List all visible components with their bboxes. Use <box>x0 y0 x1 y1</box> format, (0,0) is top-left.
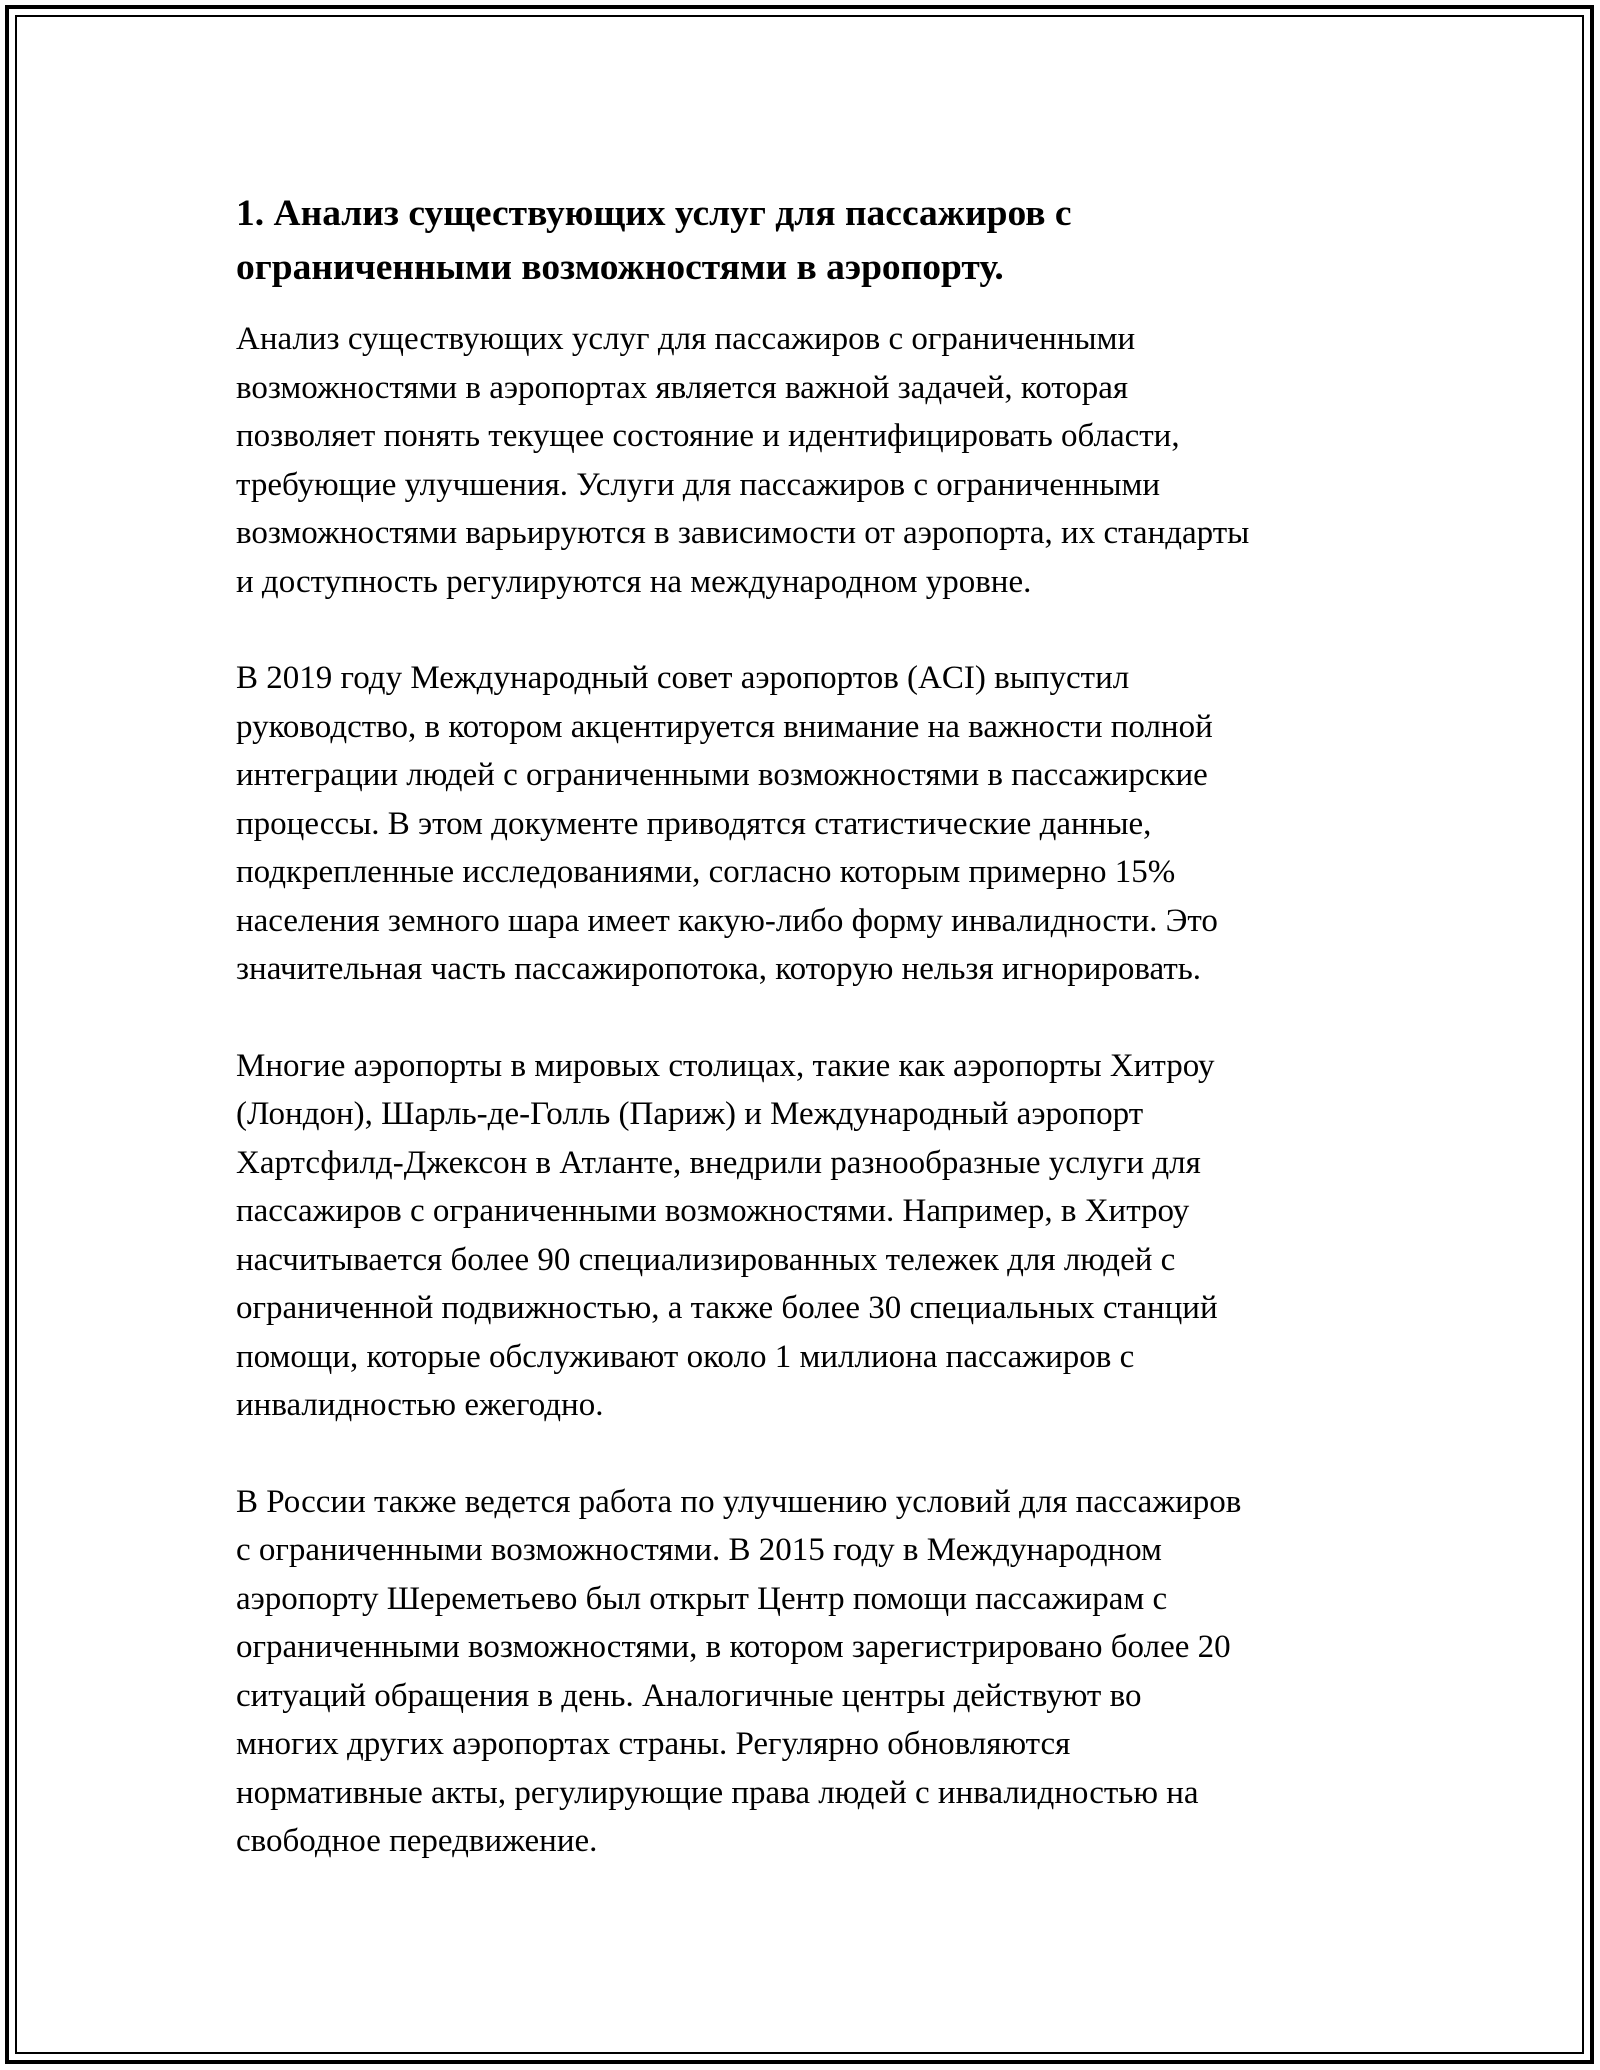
paragraph-russia: В России также ведется работа по улучшению условий для пассажиров с ограниченными возможностями. В 2015 году в Международном аэропорту Шереметьево был открыт Центр помощи пассажирам с ограниченными возможностями, в котором зарегистрировано более 20 ситуаций обращения в день. Аналогичные центры действуют во многих других аэропортах страны. Регулярно обновляются нормативные акты, регулирующие права людей с инвалидностью на свободное передвижение. <box>236 1483 1242 1859</box>
paragraph-intro: Анализ существующих услуг для пассажиров с ограниченными возможностями в аэропортах является важной задачей, которая позволяет понять текущее состояние и идентифицировать области, требующие улучшения. Услуги для пассажиров с ограниченными возможностями варьируются в зависимости от аэропорта, их стандарты и доступность регулируются на международном уровне. <box>236 321 1250 600</box>
document-body <box>236 187 1381 1866</box>
paragraph-world-airports: Многие аэропорты в мировых столицах, такие как аэропорты Хитроу (Лондон), Шарль-де-Голль (Париж) и Международный аэропорт Хартсфилд-Джексон в Атланте, внедрили разнообразные услуги для пассажиров с ограниченными возможностями. Например, в Хитроу насчитывается более 90 специализированных тележек для людей с ограниченной подвижностью, а также более 30 специальных станций помощи, которые обслуживают около 1 миллиона пассажиров с инвалидностью ежегодно. <box>236 1047 1218 1423</box>
paragraph-aci-2019: В 2019 году Международный совет аэропортов (ACI) выпустил руководство, в котором акцентируется внимание на важности полной интеграции людей с ограниченными возможностями в пассажирские процессы. В этом документе приводятся статистические данные, подкрепленные исследованиями, согласно которым примерно 15% населения земного шара имеет какую-либо форму инвалидности. Это значительная часть пассажиропотока, которую нельзя игнорировать. <box>236 660 1218 987</box>
section-heading: 1. Анализ существующих услуг для пассажиров с ограниченными возможностями в аэропорту. <box>236 193 1072 288</box>
